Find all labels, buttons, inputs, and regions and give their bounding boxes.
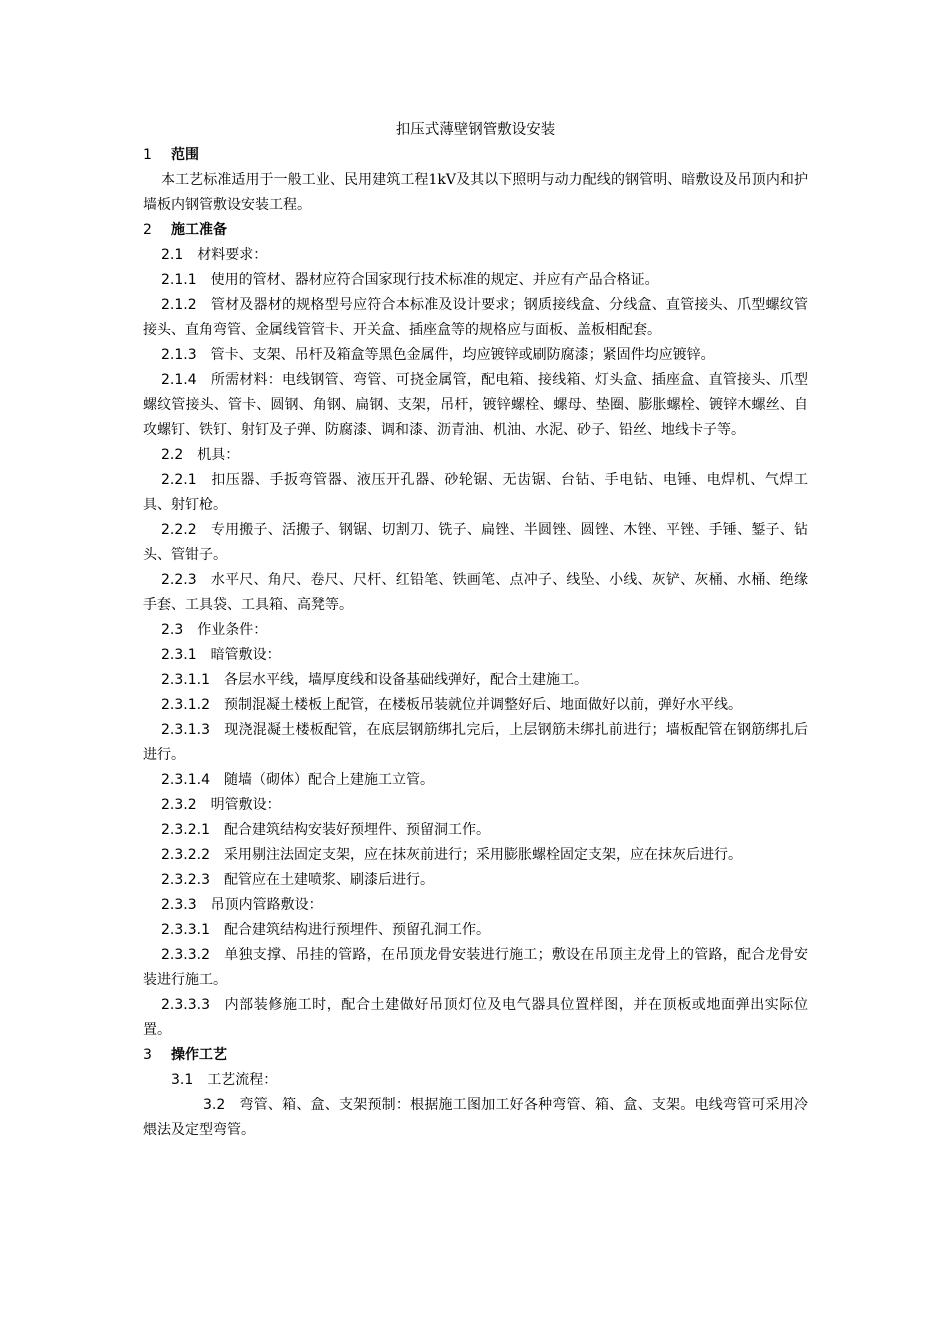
document-title: 扣压式薄壁钢管敷设安装 bbox=[395, 122, 556, 138]
paragraph: 2.3.1.2 预制混凝土楼板上配管，在楼板吊装就位并调整好后、地面做好以前，弹好水平线。 bbox=[161, 697, 742, 713]
document-page bbox=[143, 118, 808, 1143]
paragraph: 2.2.1 扣压器、手扳弯管器、液压开孔器、砂轮锯、无齿锯、台钻、手电钻、电锤、电焊机、气焊工具、射钉枪。 bbox=[143, 472, 808, 513]
paragraph: 2.1.1 使用的管材、器材应符合国家现行技术标准的规定、并应有产品合格证。 bbox=[161, 272, 659, 288]
paragraph: 2.3.2.1 配合建筑结构安装好预埋件、预留洞工作。 bbox=[161, 822, 490, 838]
paragraph: 2.3.2 明管敷设： bbox=[161, 797, 281, 813]
paragraph: 2.3.3 吊顶内管路敷设： bbox=[161, 897, 323, 913]
paragraph: 2.3.2.3 配管应在土建喷浆、刷漆后进行。 bbox=[161, 872, 434, 888]
paragraph: 2.3.2.2 采用剔注法固定支架，应在抹灰前进行；采用膨胀螺栓固定支架，应在抹灰后进行。 bbox=[161, 847, 742, 863]
paragraph: 2.2.2 专用搬子、活搬子、钢锯、切割刀、铣子、扁锉、半圆锉、圆锉、木锉、平锉、手锤、錾子、钻头、管钳子。 bbox=[143, 522, 808, 563]
section-heading-1: 1 范围 bbox=[143, 147, 199, 163]
paragraph: 2.3.1 暗管敷设： bbox=[161, 647, 281, 663]
paragraph: 2.3.3.1 配合建筑结构进行预埋件、预留孔洞工作。 bbox=[161, 922, 490, 938]
paragraph: 3.2 弯管、箱、盒、支架预制：根据施工图加工好各种弯管、箱、盒、支架。电线弯管可采用冷煨法及定型弯管。 bbox=[143, 1097, 808, 1138]
paragraph: 2.3.1.1 各层水平线，墙厚度线和设备基础线弹好，配合土建施工。 bbox=[161, 672, 588, 688]
paragraph: 2.3.3.2 单独支撑、吊挂的管路，在吊顶龙骨安装进行施工；敷设在吊顶主龙骨上的管路，配合龙骨安装进行施工。 bbox=[143, 947, 808, 988]
section-heading-3: 3 操作工艺 bbox=[143, 1047, 227, 1063]
paragraph: 2.3.3.3 内部装修施工时，配合土建做好吊顶灯位及电气器具位置样图，并在顶板或地面弹出实际位置。 bbox=[143, 997, 808, 1038]
paragraph: 2.1 材料要求： bbox=[161, 247, 268, 263]
paragraph: 2.2.3 水平尺、角尺、卷尺、尺杆、红铅笔、铁画笔、点冲子、线坠、小线、灰铲、灰桶、水桶、绝缘手套、工具袋、工具箱、高凳等。 bbox=[143, 572, 808, 613]
paragraph: 2.2 机具： bbox=[161, 447, 240, 463]
paragraph: 2.3.1.3 现浇混凝土楼板配管，在底层钢筋绑扎完后，上层钢筋未绑扎前进行；墙板配管在钢筋绑扎后进行。 bbox=[143, 722, 808, 763]
paragraph: 2.1.2 管材及器材的规格型号应符合本标准及设计要求；钢质接线盒、分线盒、直管接头、爪型螺纹管接头、直角弯管、金属线管管卡、开关盒、插座盒等的规格应与面板、盖板相配套。 bbox=[143, 297, 808, 338]
paragraph: 2.3.1.4 随墙（砌体）配合上建施工立管。 bbox=[161, 772, 434, 788]
paragraph: 3.1 工艺流程： bbox=[171, 1072, 278, 1088]
section-heading-2: 2 施工准备 bbox=[143, 222, 227, 238]
paragraph: 2.3 作业条件： bbox=[161, 622, 268, 638]
paragraph: 2.1.4 所需材料：电线钢管、弯管、可挠金属管，配电箱、接线箱、灯头盒、插座盒、直管接头、爪型螺纹管接头、管卡、圆钢、角钢、扁钢、支架，吊杆，镀锌螺栓、螺母、垫圈、膨胀螺栓、镀锌木螺丝、自攻螺钉、铁钉、射钉及子弹、防腐漆、调和漆、沥青油、机油、水泥、砂子、铅丝、地线卡子等。 bbox=[143, 372, 808, 438]
paragraph: 2.1.3 管卡、支架、吊杆及箱盒等黑色金属件，均应镀锌或刷防腐漆；紧固件均应镀锌。 bbox=[161, 347, 715, 363]
paragraph: 本工艺标准适用于一般工业、民用建筑工程1kV及其以下照明与动力配线的钢管明、暗敷设及吊顶内和护墙板内钢管敷设安装工程。 bbox=[143, 172, 808, 213]
